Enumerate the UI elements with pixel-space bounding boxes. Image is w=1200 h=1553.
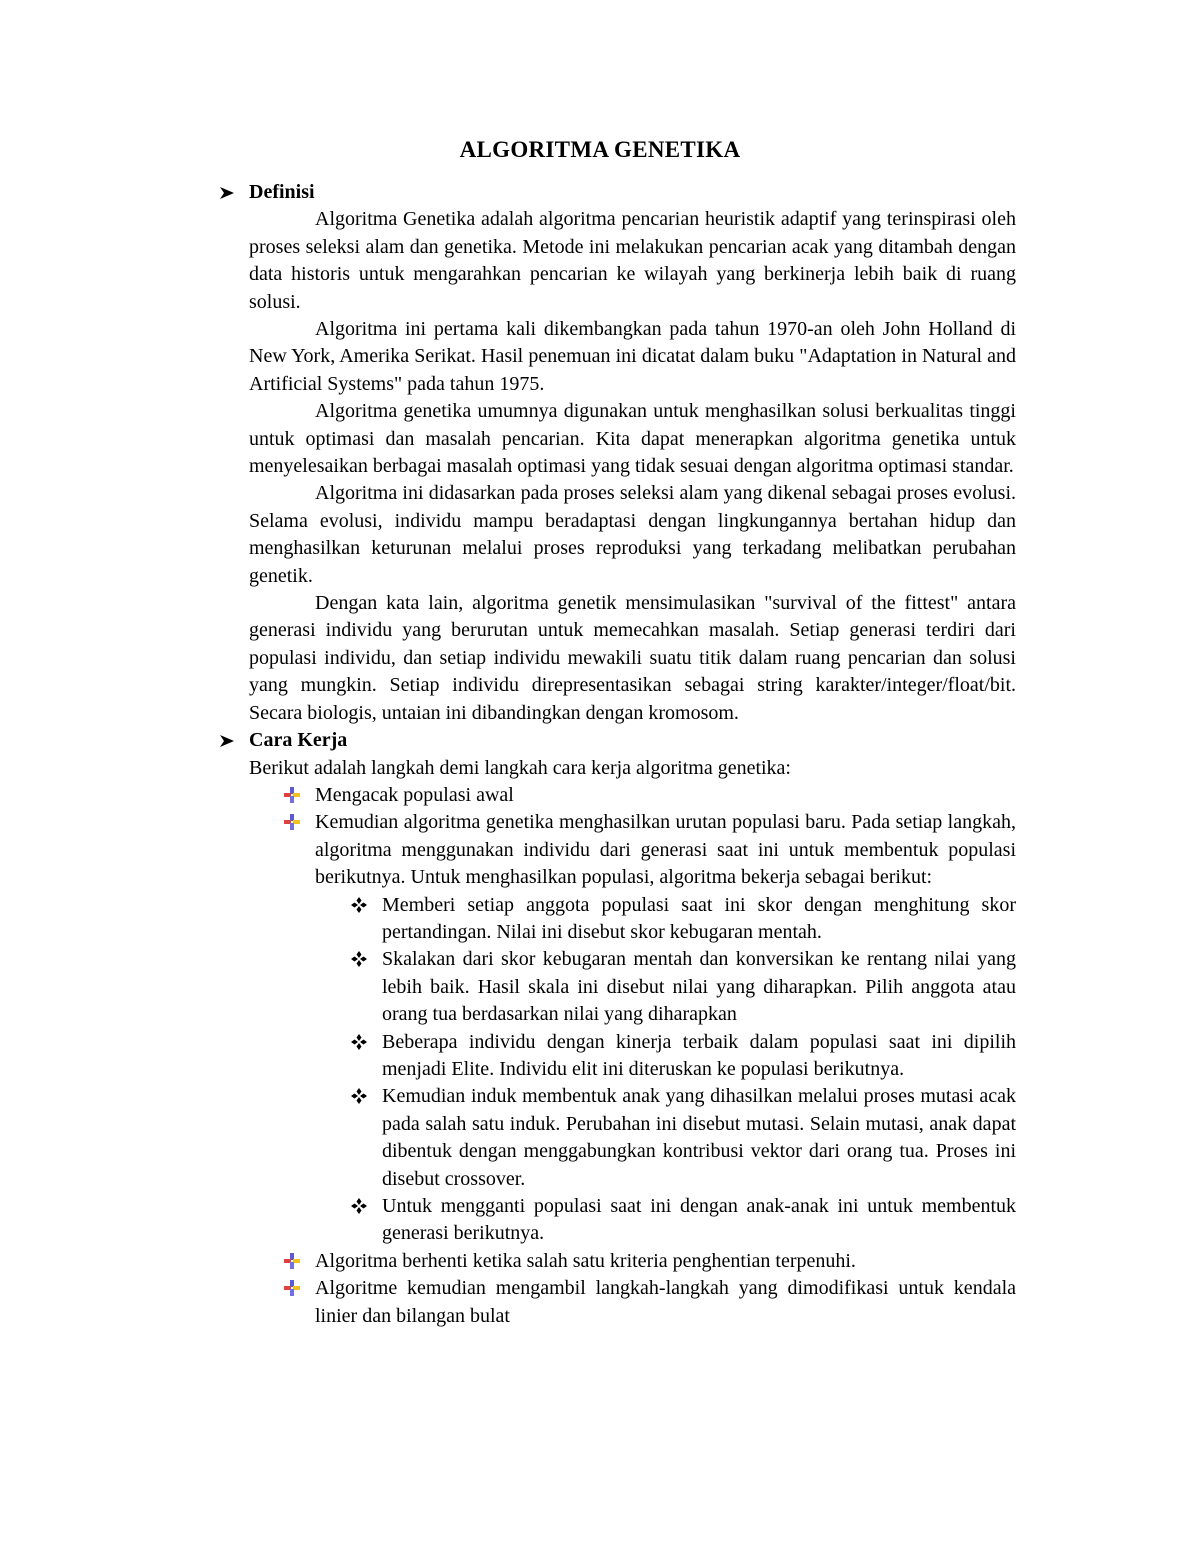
sub-list-item <box>382 1083 1016 1193</box>
paragraph: Dengan kata lain, algoritma genetik mensimulasikan "survival of the fittest" antara generasi individu yang berurutan untuk memecahkan masalah. Setiap generasi terdiri dari populasi individu, dan setiap individu mewakili suatu titik dalam ruang pencarian dan solusi yang mungkin. Setiap individu direpresentasikan sebagai string karakter/integer/float/bit. Secara biologis, untaian ini dibandingkan dengan kromosom. <box>249 592 1016 724</box>
four-diamond-icon <box>351 1034 367 1050</box>
section-heading-label: Definisi <box>249 181 315 203</box>
list-item <box>315 809 1016 891</box>
list-item <box>315 782 1016 809</box>
color-plus-icon <box>283 1252 301 1270</box>
arrowhead-icon <box>219 734 235 748</box>
color-plus-icon <box>283 813 301 831</box>
section-intro: Berikut adalah langkah demi langkah cara kerja algoritma genetika: <box>249 756 791 779</box>
arrowhead-icon <box>219 186 235 200</box>
sub-list-item-text: Skalakan dari skor kebugaran mentah dan konversikan ke rentang nilai yang lebih baik. Hasil skala ini disebut nilai yang diharapkan. Pilih anggota atau orang tua berdasarkan nilai yang diharapkan <box>382 948 1016 1026</box>
paragraph: Algoritma genetika umumnya digunakan untuk menghasilkan solusi berkualitas tinggi untuk optimasi dan masalah pencarian. Kita dapat menerapkan algoritma genetika untuk menyelesaikan berbagai masalah optimasi yang tidak sesuai dengan algoritma optimasi standar. <box>249 400 1016 478</box>
sub-list-item-text: Kemudian induk membentuk anak yang dihasilkan melalui proses mutasi acak pada salah satu induk. Perubahan ini disebut mutasi. Selain mutasi, anak dapat dibentuk dengan menggabungkan kontribusi vektor dari orang tua. Proses ini disebut crossover. <box>382 1085 1016 1190</box>
sub-list-item-text: Memberi setiap anggota populasi saat ini skor dengan menghitung skor pertandingan. Nilai ini disebut skor kebugaran mentah. <box>382 893 1016 943</box>
section-heading-definisi <box>218 179 1016 206</box>
sub-list-item <box>382 1193 1016 1248</box>
list-item-text: Algoritme kemudian mengambil langkah-langkah yang dimodifikasi untuk kendala linier dan bilangan bulat <box>315 1277 1016 1327</box>
list-item-text: Mengacak populasi awal <box>315 783 514 806</box>
document-title: ALGORITMA GENETIKA <box>459 137 741 162</box>
list-item <box>315 1275 1016 1330</box>
sub-list <box>218 892 1016 1248</box>
sub-list-item <box>382 946 1016 1028</box>
four-diamond-icon <box>351 1198 367 1214</box>
sub-list-item <box>382 1029 1016 1084</box>
list-item <box>315 1248 1016 1275</box>
color-plus-icon <box>283 1279 301 1297</box>
section-heading-label: Cara Kerja <box>249 729 348 752</box>
paragraph: Algoritma Genetika adalah algoritma pencarian heuristik adaptif yang terinspirasi oleh proses seleksi alam dan genetika. Metode ini melakukan pencarian acak yang ditambah dengan data historis untuk mengarahkan pencarian ke wilayah yang berkinerja lebih baik di ruang solusi. <box>249 208 1016 313</box>
document-body <box>218 179 1016 1330</box>
four-diamond-icon <box>351 951 367 967</box>
sub-list-item-text: Beberapa individu dengan kinerja terbaik dalam populasi saat ini dipilih menjadi Elite. Individu elit ini diteruskan ke populasi berikutnya. <box>382 1030 1016 1080</box>
sub-list-item-text: Untuk mengganti populasi saat ini dengan anak-anak ini untuk membentuk generasi berikutnya. <box>382 1195 1016 1245</box>
list-item-text: Algoritma berhenti ketika salah satu kriteria penghentian terpenuhi. <box>315 1249 856 1272</box>
four-diamond-icon <box>351 897 367 913</box>
paragraph: Algoritma ini pertama kali dikembangkan pada tahun 1970-an oleh John Holland di New York, Amerika Serikat. Hasil penemuan ini dicatat dalam buku "Adaptation in Natural and Artificial Systems" pada tahun 1975. <box>249 318 1016 395</box>
color-plus-icon <box>283 786 301 804</box>
paragraph: Algoritma ini didasarkan pada proses seleksi alam yang dikenal sebagai proses evolusi. Selama evolusi, individu mampu beradaptasi dengan lingkungannya bertahan hidup dan menghasilkan keturunan melalui proses reproduksi yang terkadang melibatkan perubahan genetik. <box>249 482 1016 587</box>
list-item-text: Kemudian algoritma genetika menghasilkan urutan populasi baru. Pada setiap langkah, algoritma menggunakan individu dari generasi saat ini untuk membentuk populasi berikutnya. Untuk menghasilkan populasi, algoritma bekerja sebagai berikut: <box>315 811 1016 889</box>
sub-list-item <box>382 892 1016 947</box>
section-heading-cara-kerja <box>218 727 1016 754</box>
four-diamond-icon <box>351 1088 367 1104</box>
